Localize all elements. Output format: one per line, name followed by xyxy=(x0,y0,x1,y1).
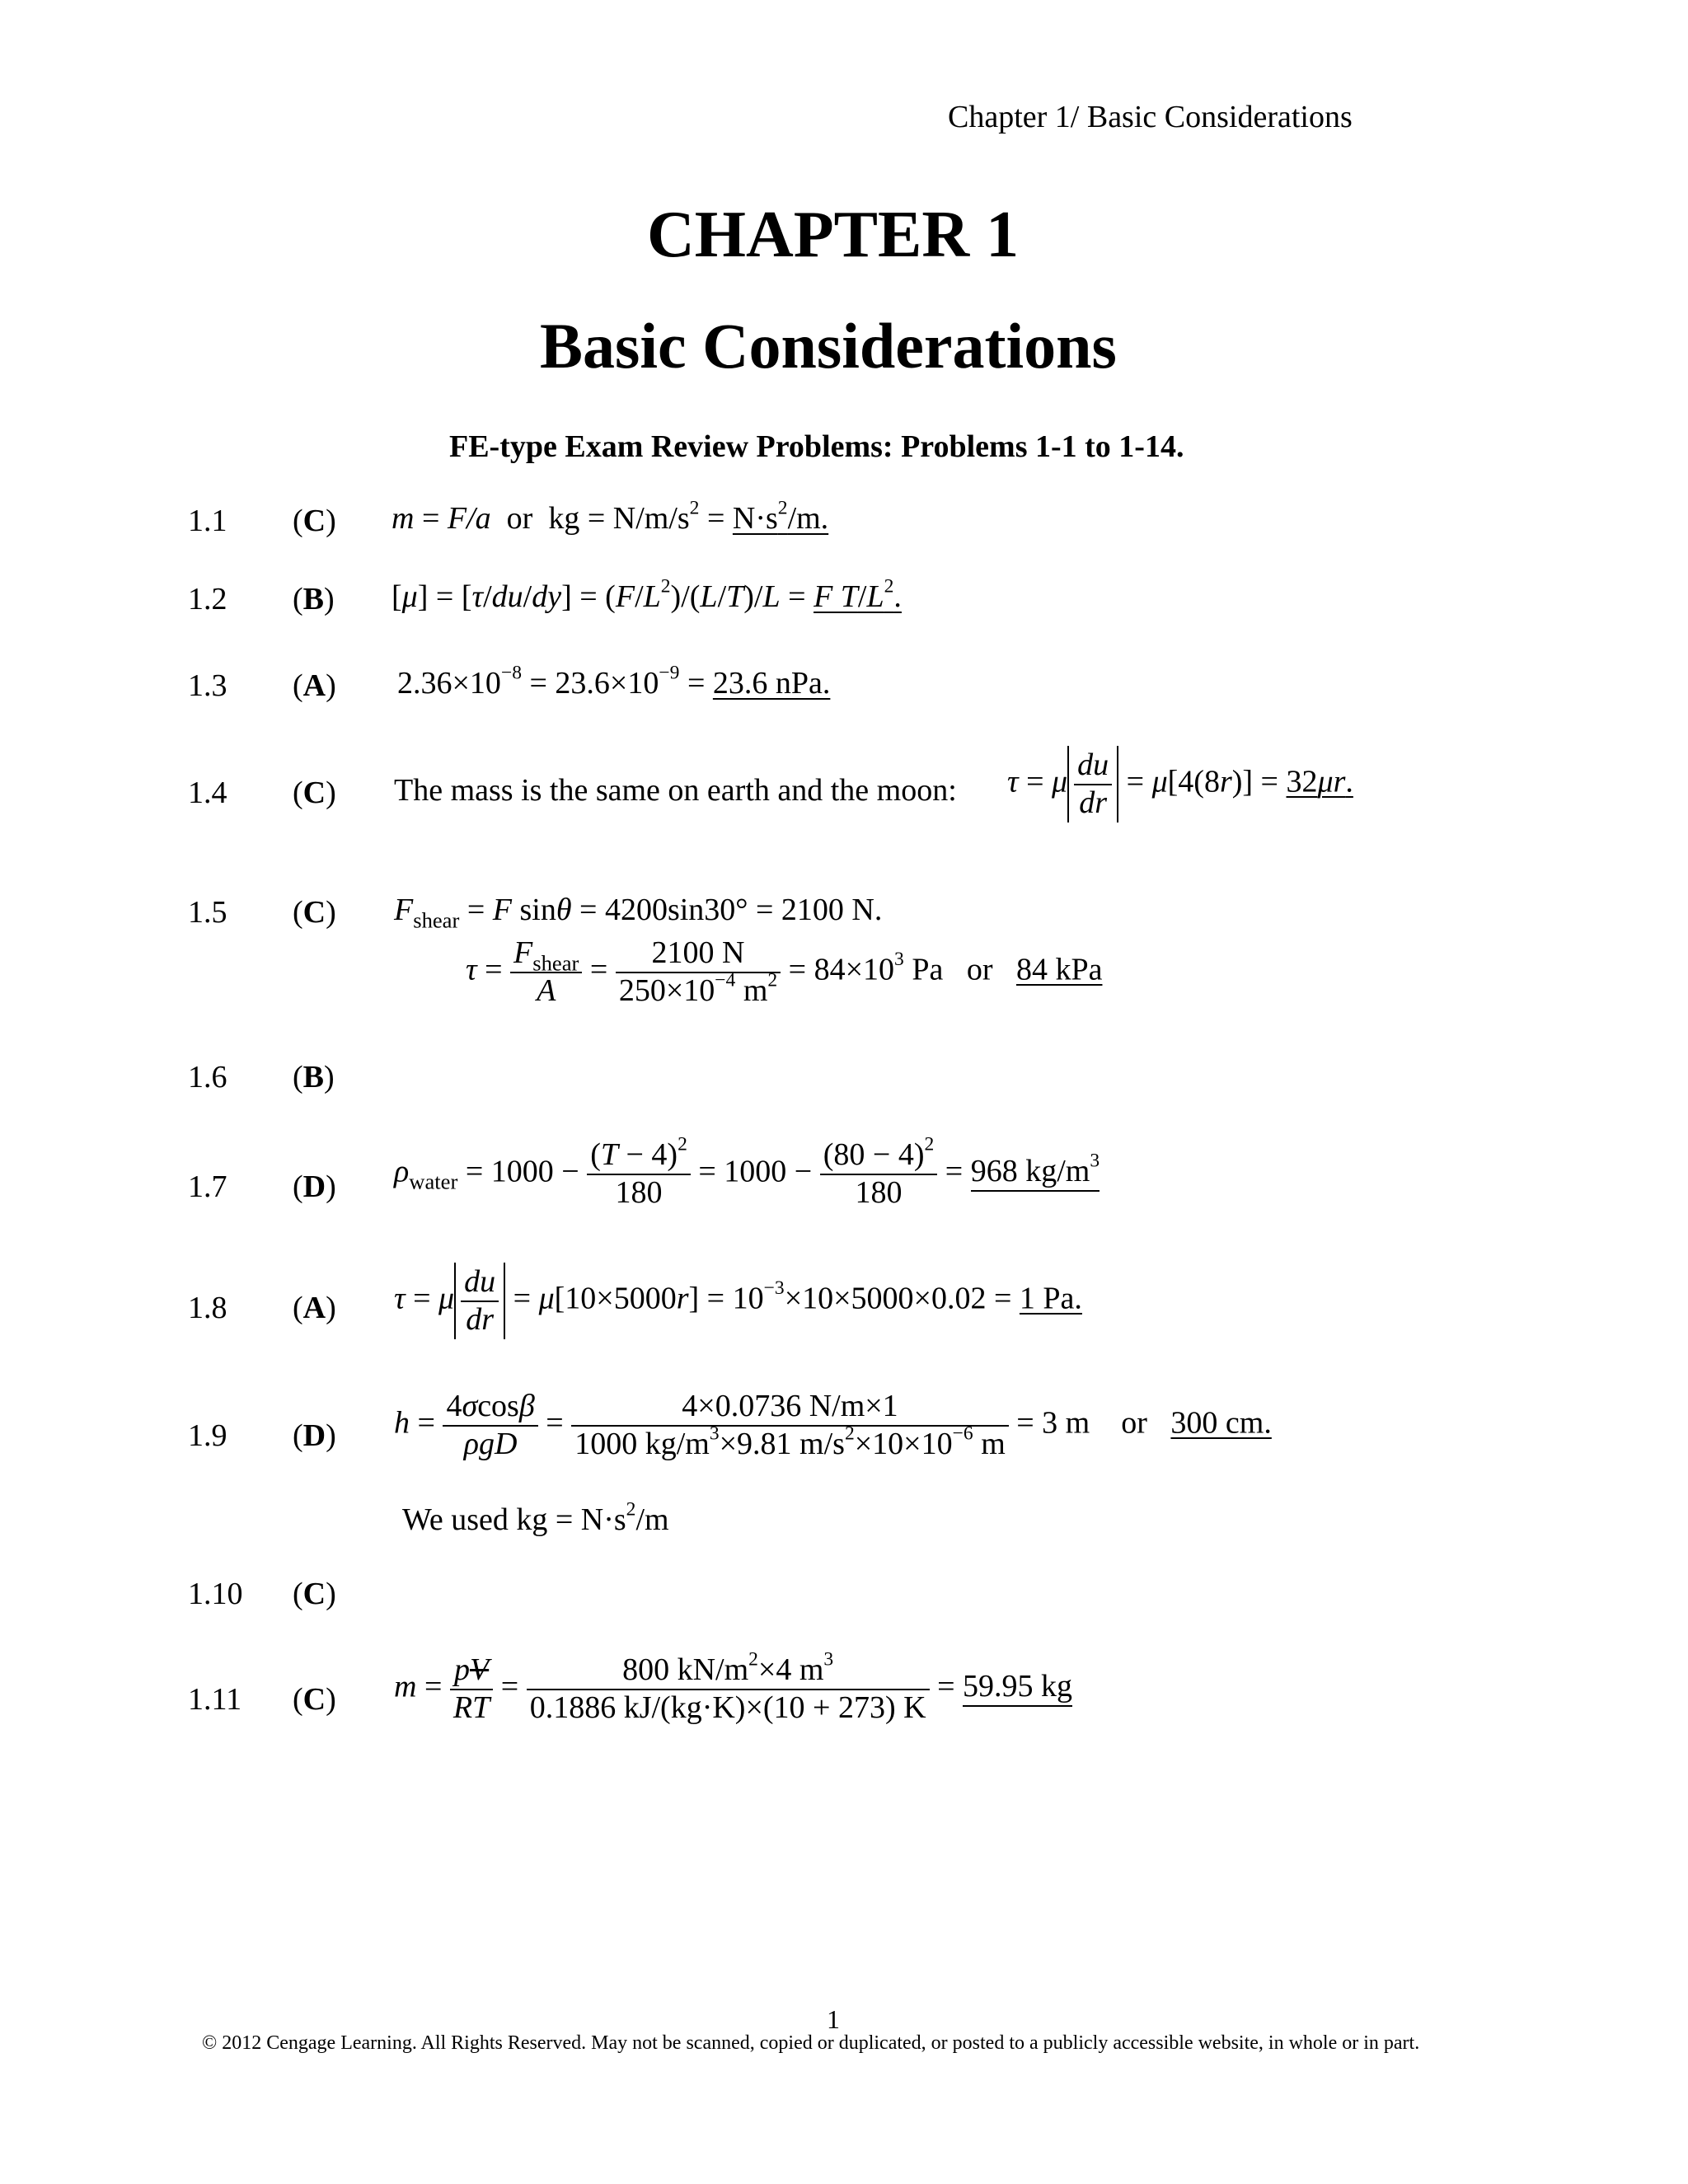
problem-number: 1.4 xyxy=(188,776,227,810)
answer-letter: (D) xyxy=(293,1169,336,1204)
problem-number: 1.2 xyxy=(188,582,227,616)
chapter-number-heading: CHAPTER 1 xyxy=(647,199,1020,271)
solution-1-8: τ = μ $\frac{du}{dr}$ = $\mu[10\times 5000r] = 10^{-3}\times 10\times 5000\times 0.02 = 1$ Pa. xyxy=(394,1263,1082,1339)
answer-letter: (C) xyxy=(293,1682,336,1717)
solution-1-9-note: We used kg = $N\cdot s^2/m$ xyxy=(402,1498,669,1537)
answer-letter: (C) xyxy=(293,504,336,538)
problem-number: 1.5 xyxy=(188,895,227,930)
problem-number: 1.6 xyxy=(188,1060,227,1094)
solution-1-5-line1: $F_{shear} = F$ sinθ = 4200sin30° = 2100 N. xyxy=(394,893,883,933)
solution-1-9: h = $\frac{4\sigma\cos\beta}{\text{ρgD}}$ = $\frac{4\times 0.0736 N/m\times 1}{1000 kg/m^3\times 9.81 m/s^2\times 10\times 10^{-6} m}$ = 3 m or 300 cm. xyxy=(394,1389,1272,1461)
chapter-title-heading: Basic Considerations xyxy=(540,310,1117,382)
solution-1-4-equation: τ = μ $\frac{du}{dr}$ = μ[4(8r)] = 32μr. xyxy=(1007,746,1353,823)
answer-letter: (C) xyxy=(293,895,336,930)
copyright-notice: © 2012 Cengage Learning. All Rights Reserved. May not be scanned, copied or duplicated, or posted to a publicly accessible website, in whole or in part. xyxy=(202,2032,1420,2054)
answer-letter: (D) xyxy=(293,1418,336,1453)
running-head: Chapter 1/ Basic Considerations xyxy=(948,100,1353,134)
answer-letter: (A) xyxy=(293,1291,336,1325)
solution-1-11: m = $\frac{pV}{RT}$ = $\frac{800 kN/m^2\times 4 m^3}{0.1886 kJ/(kg\cdot K)\times(10 + 273) K}$ = 59.95 kg xyxy=(394,1648,1072,1725)
problem-number: 1.8 xyxy=(188,1291,227,1325)
page-number: 1 xyxy=(827,2004,840,2034)
solution-1-4-text: The mass is the same on earth and the moon: xyxy=(394,773,957,808)
problem-number: 1.11 xyxy=(188,1682,242,1717)
answer-letter: (B) xyxy=(293,582,335,616)
answer-letter: (A) xyxy=(293,668,336,703)
solution-1-1: m = F/a or kg = $N/m/s^2 = N\cdot s^2/m$. xyxy=(392,497,829,536)
solution-1-2: $[\mu] = [\tau/du/dy] = (F/L^2)/(L/T)/L = F$ $T/L^2$. xyxy=(392,575,902,614)
solution-1-3: $2.36\times 10^{-8} = 23.6\times 10^{-9} = 23.6$ nPa. xyxy=(397,662,831,701)
solution-1-7: $\rho_{water} = 1000$ − $\frac{(T - 4)^2}{180}$ = 1000 − $\frac{(80 - 4)^2}{180}$ = 968 $kg/m^3$ xyxy=(394,1133,1100,1210)
answer-letter: (B) xyxy=(293,1060,335,1094)
section-subtitle: FE-type Exam Review Problems: Problems 1-1 to 1-14. xyxy=(449,429,1184,464)
answer-letter: (C) xyxy=(293,1577,336,1611)
problem-number: 1.10 xyxy=(188,1577,243,1611)
answer-letter: (C) xyxy=(293,776,336,810)
problem-number: 1.7 xyxy=(188,1169,227,1204)
problem-number: 1.9 xyxy=(188,1418,227,1453)
solution-1-5-line2: τ = $\frac{F_{shear}}{A}$ = $\frac{2100 N}{250\times 10^{-4} m^2}$ = $84\times 10^3$ Pa or 84 kPa xyxy=(466,935,1103,1008)
problem-number: 1.3 xyxy=(188,668,227,703)
problem-number: 1.1 xyxy=(188,504,227,538)
